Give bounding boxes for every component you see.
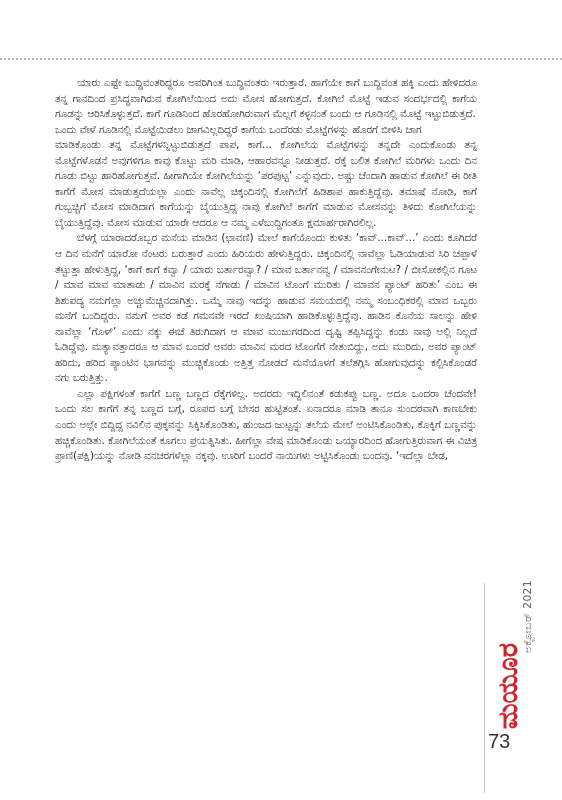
dotted-top-rule bbox=[0, 58, 562, 60]
paragraph: ಒಂದು ವೇಳೆ ಗೂಡಿನಲ್ಲಿ ಮೊಟ್ಟೆಯಿಡಲು ಜಾಗವಿಲ್ಲದಿದ್ದರೆ ಕಾಗೆಯ ಒಂದೆರಡು ಮೊಟ್ಟೆಗಳನ್ನು ಹೊರಗೆ ಬೀಳಿಸಿ ಜಾಗ bbox=[55, 123, 422, 136]
paragraph: ಯಾರು ಎಷ್ಟೇ ಬುದ್ಧಿವಂತರಿದ್ದರೂ ಅವರಿಗಿಂತ ಬುದ್ಧಿವಂತರು ಇರುತ್ತಾರೆ. ಹಾಗೆಯೇ ಕಾಗೆ ಬುದ್ಧಿವಂತ ಹಕ್ಕಿ ಎಂದು ಹೇಳಿದರೂ ತನ್ನ ಗಾನದಿಂದ ಪ್ರಸಿದ್ಧವಾಗಿರುವ ಕೋಗಿಲೆಯಿಂದ ಅದು ಮೋಸ ಹೋಗುತ್ತದೆ. ಕೋಗಿಲೆ ಮೊಟ್ಟೆ ಇಡುವ ಸಂದರ್ಭದಲ್ಲಿ ಕಾಗೆಯ ಗೂಡನ್ನು ಆರಿಸಿಕೊಳ್ಳುತ್ತದೆ. ಕಾಗೆ ಗೂಡಿನಿಂದ ಹೊರಹೋಗಿರುವಾಗ ಮೆಲ್ಲಗೆ ಕಳ್ಳನಂತೆ ಬಂದು ಆ ಗೂಡಿನಲ್ಲಿ ಮೊಟ್ಟೆ ಇಟ್ಟುಬಿಡುತ್ತದೆ. bbox=[55, 77, 477, 121]
paragraph: ಬೆಳಗ್ಗೆ ಯಾರಾದರೊಬ್ಬರ ಮನೆಯ ಮಾಡಿನ (ಛಾವಣಿ) ಮೇಲೆ ಕಾಗೆಯೊಂದು ಕುಳಿತು ‘ಕಾವ್...ಕಾವ್...’ ಎಂದು ಕೂಗಿದರೆ ಆ ದಿನ ಮನೆಗೆ ಯಾರೋ ನೆಂಟರು ಬರುತ್ತಾರೆ ಎಂದು ಹಿರಿಯರು ಹೇಳುತ್ತಿದ್ದರು. ಚಿಕ್ಕಂದಿನಲ್ಲಿ ನಾವೆಲ್ಲಾ ಓಡಿಯಾಡುವ ಸಿರಿ ಚಪ್ಪಾಳೆ ತಟ್ಟುತ್ತಾ ಹೇಳುತ್ತಿದ್ದ, ‘ಕಾಗೆ ಕಾಗೆ ಕವ್ವಾ / ಯಾರು ಬರ್ತಾರವ್ವಾ? / ಮಾವ ಬರ್ತಾನವ್ವ / ಮಾವನಂಗೇನುಟ? / ಬೀಸೋಕಲ್ಲಿನ ಗೂಟ / ಮಾವ ಮಾವ ಮಾತಾಡು / ಮಾವಿನ ಮರಕ್ಕೆ ನೆಗಾಡು / ಮಾವಿನ ಟೊಂಗೆ ಮುರಿತು / ಮಾವನ ಪ್ಯಾಂಟ್ ಹರಿತು’ ಎಂಬ ಈ ಶಿಶುಪದ್ಯ ನಮಗೆಲ್ಲಾ ಅಚ್ಚುಮೆಚ್ಚಿನದಾಗಿತ್ತು. ಒಮ್ಮೆ ನಾವು ಇದನ್ನು ಹಾಡುವ ಸಮಯದಲ್ಲಿ ನಮ್ಮ ಸಂಬಂಧಿಕರಲ್ಲಿ ಮಾವ ಒಬ್ಬರು ಮನೆಗೆ ಬಂದಿದ್ದರು. ನಮಗೆ ಅವರ ಕಡೆ ಗಮನವೇ ಇರದೆ ಖುಷಿಯಾಗಿ ಹಾಡಿಕೊಳ್ಳುತ್ತಿದ್ದೆವು. ಹಾಡಿನ ಕೊನೆಯ ಸಾಲನ್ನು ಹೇಳಿ ನಾವೆಲ್ಲಾ ‘ಗೊಳ್’ ಎಂದು ನಕ್ಕು ಈಚೆ ತಿರುಗಿದಾಗ ಆ ಮಾವ ಮುಜುಗರದಿಂದ ದೃಷ್ಟಿ ತಪ್ಪಿಸಿದ್ದನ್ನು ಕಂಡು ನಾವು ಅಲ್ಲಿ ನಿಲ್ಲದೆ ಓಡಿದ್ದೆವು. ಮತ್ಯಾವತ್ತಾದರೂ ಆ ಮಾವ ಬಂದರೆ ಅವರು ಮಾವಿನ ಮರದ ಟೊಂಗೆಗೆ ನೇತುಬಿದ್ದು, ಅದು ಮುರಿದು, ಅವರ ಪ್ಯಾಂಟ್ ಹರಿದು, ಹರಿದ ಪ್ಯಾಂಟಿನ ಭಾಗವನ್ನು ಮುಚ್ಚಿಕೊಂಡು ಅತ್ತಿತ್ತ ನೋಡದೆ ಮನೆಯೊಳಗೆ ತಲೆತಗ್ಗಿಸಿ ಹೋಗುವುದನ್ನು ಕಲ್ಪಿಸಿಕೊಂಡರೆ ನಗು ಬರುತ್ತಿತ್ತು. bbox=[55, 232, 478, 385]
magazine-logo: ಮಯೂರ bbox=[493, 643, 524, 730]
article-body bbox=[55, 76, 477, 465]
paragraph: ಎಲ್ಲಾ ಪಕ್ಷಿಗಳಂತೆ ಕಾಗೆಗೆ ಬಣ್ಣ ಬಣ್ಣದ ರೆಕ್ಕೆಗಳಿಲ್ಲ. ಅದರದು ಇದ್ದಿಲಿನಂತೆ ಕಡುಕಪ್ಪು ಬಣ್ಣ. ಅದೂ ಒಂದರಾ ಚೆಂದವೇ! ಒಂದು ಸಲ ಕಾಗೆಗೆ ತನ್ನ ಬಣ್ಣದ ಬಗ್ಗೆ, ರೂಪದ ಬಗ್ಗೆ ಬೇಸರ ಹುಟ್ಟಿತಂತೆ. ಏನಾದರೂ ಮಾಡಿ ತಾನೂ ಸುಂದರವಾಗಿ ಕಾಣಬೇಕು ಎಂದು ಅಲ್ಲೇ ಬಿದ್ದಿದ್ದ ನವಿಲಿನ ಪುಕ್ಕವನ್ನು ಸಿಕ್ಕಿಸಿಕೊಂಡಿತು, ಹುಂಜದ ಜುಟ್ಟನ್ನು ತಲೆಯ ಮೇಲೆ ಅಂಟಿಸಿಕೊಂಡಿತು, ಕೊಕ್ಕಿಗೆ ಬಣ್ಣವನ್ನು ಹಚ್ಚಿಕೊಂಡಿತು. ಕೋಗಿಲೆಯಂತೆ ಕೂಗಲು ಪ್ರಯತ್ನಿಸಿತು. ಹೀಗೆಲ್ಲಾ ವೇಷ ಮಾಡಿಕೊಂಡು ಒಯ್ಯಾರದಿಂದ ಹೋಗುತ್ತಿರುವಾಗ ಈ ವಿಚಿತ್ರ ಪ್ರಾಣಿ(ಪಕ್ಷಿ)ಯನ್ನು ನೋಡಿ ವನಚರಗಳೆಲ್ಲಾ ನಕ್ಕವು. ಊರಿಗೆ ಬಂದರೆ ನಾಯಿಗಳು ಅಟ್ಟಿಸಿಕೊಂಡು ಬಂದವು. ‘ಇದೆಲ್ಲಾ ಬೇಡ, bbox=[55, 387, 477, 463]
page-number: 73 bbox=[488, 731, 511, 753]
paragraph: ಮಾಡಿಕೊಂಡು ತನ್ನ ಮೊಟ್ಟೆಗಳನ್ನಿಟ್ಟುಬಿಡುತ್ತದೆ ಪಾಪ, ಕಾಗೆ... ಕೋಗಿಲೆಯ ಮೊಟ್ಟೆಗಳನ್ನು ತನ್ನದೇ ಎಂದುಕೊಂಡು ತನ್ನ ಮೊಟ್ಟೆಗಳೊಡನೆ ಅವುಗಳಿಗೂ ಕಾವು ಕೊಟ್ಟು ಮರಿ ಮಾಡಿ, ಆಹಾರವನ್ನೂ ನೀಡುತ್ತದೆ. ರೆಕ್ಕೆ ಬಲಿತ ಕೋಗಿಲೆ ಮರಿಗಳು ಒಂದು ದಿನ ಗೂಡು ಬಿಟ್ಟು ಹಾರಿಹೋಗುತ್ತವೆ. ಹೀಗಾಗಿಯೇ ಕೋಗಿಲೆಯನ್ನು ‘ಪರಪುಟ್ಟ’ ಎನ್ನುವುದು. ಅಷ್ಟು ಚೆಂದಾಗಿ ಹಾಡುವ ಕೋಗಿಲೆ ಈ ರೀತಿ ಕಾಗೆಗೆ ಮೋಸ ಮಾಡುತ್ತದೆಯಲ್ಲಾ ಎಂದು ನಾವೆಲ್ಲ ಚಿಕ್ಕಂದಿನಲ್ಲಿ ಕೋಗಿಲೆಗೆ ಹಿಡಿಶಾಪ ಹಾಕುತ್ತಿದ್ದೆವು. ತಮಾಷೆ ನೋಡಿ, ಕಾಗೆ ಗುಬ್ಬಚ್ಚಿಗೆ ಮೋಸ ಮಾಡಿದಾಗ ಕಾಗೆಯನ್ನು ಬೈಯುತ್ತಿದ್ದ ನಾವು ಕೋಗಿಲೆ ಕಾಗೆಗೆ ಮಾಡುವ ಮೋಸವನ್ನು ತಿಳಿದು ಕೋಗಿಲೆಯನ್ನು ಬೈಯುತ್ತಿದ್ದೆವು. ಮೋಸ ಮಾಡುವ ಯಾರೇ ಆದರೂ ಆ ನಮ್ಮ ಎಳೆಬುದ್ಧಿಗಂತೂ ಕ್ಷಮಾರ್ಹರಾಗಿರಲಿಲ್ಲ. bbox=[55, 139, 477, 229]
issue-date: ಅಕ್ಟೋಬರ್ 2021 bbox=[522, 580, 534, 654]
sidebar-divider bbox=[484, 583, 485, 793]
